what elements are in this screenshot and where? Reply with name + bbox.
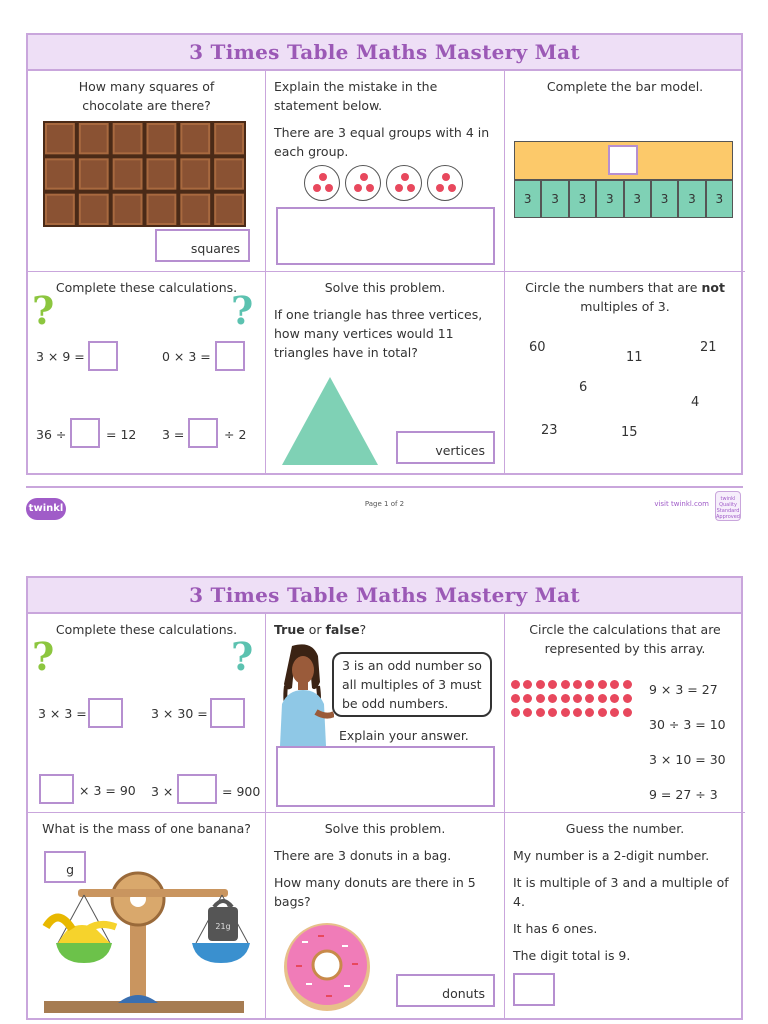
chocolate-square (80, 195, 108, 224)
counter-dot (354, 184, 362, 192)
array-option[interactable]: 9 × 3 = 27 (649, 682, 718, 697)
array-dot (523, 708, 532, 717)
donuts-cell (266, 813, 505, 1018)
triangle-cell (266, 272, 505, 473)
bar-model-question: Complete the bar model. (546, 79, 704, 94)
array-dot (536, 680, 545, 689)
group-counter (304, 165, 340, 201)
array-dot (523, 694, 532, 703)
chocolate-square (181, 195, 209, 224)
calc-3-text: × 3 = 90 (79, 783, 136, 798)
group-counter (345, 165, 381, 201)
twinkl-logo: twinkl (26, 498, 66, 520)
array-dot (585, 708, 594, 717)
chocolate-square (148, 124, 176, 153)
bar-model-part: 3 (624, 180, 651, 218)
array-dot (585, 694, 594, 703)
chocolate-square (114, 195, 142, 224)
bar-model-part: 3 (541, 180, 568, 218)
bar-model-part: 3 (678, 180, 705, 218)
question-mark-icon: ? (32, 634, 55, 679)
bar-model-cell (505, 71, 745, 272)
calc-4-text: 3 = (162, 427, 185, 442)
group-counter (386, 165, 422, 201)
calculations-cell (28, 614, 266, 813)
calc-4-answer-box[interactable] (188, 418, 218, 448)
calc-4-answer-box[interactable] (177, 774, 217, 804)
page-number: Page 1 of 2 (364, 500, 405, 508)
chocolate-square (80, 159, 108, 188)
calc-2-answer-box[interactable] (210, 698, 245, 728)
counter-dot (360, 173, 368, 181)
bar-model-part: 3 (651, 180, 678, 218)
true-false-cell (266, 614, 505, 813)
mastery-mat-page-1 (26, 33, 743, 475)
quality-badge-icon: twinkl Quality Standard Approved (715, 491, 741, 521)
chocolate-square (148, 195, 176, 224)
array-dot (610, 694, 619, 703)
calc-3-answer-box[interactable] (70, 418, 100, 448)
chocolate-square (148, 159, 176, 188)
donuts-question: Solve this problem. (324, 821, 446, 836)
array-dot (561, 680, 570, 689)
true-word: True (274, 622, 305, 637)
array-option[interactable]: 3 × 10 = 30 (649, 752, 726, 767)
squares-unit-label: squares (190, 241, 240, 256)
visit-link[interactable]: visit twinkl.com (654, 500, 709, 508)
bar-model-part: 3 (514, 180, 541, 218)
mat-header (28, 35, 741, 71)
calc-3-result: = 12 (106, 427, 137, 442)
question-mark-icon: ? (32, 288, 55, 333)
donuts-answer-box[interactable] (396, 974, 495, 1007)
chocolate-square (181, 159, 209, 188)
calc-1-text: 3 × 3 = (38, 706, 87, 721)
chocolate-square (80, 124, 108, 153)
grams-unit-label: g (66, 862, 74, 877)
calculations-question: Complete these calculations. (55, 622, 238, 637)
array-dot (598, 680, 607, 689)
chocolate-cell (28, 71, 266, 272)
array-dot (585, 680, 594, 689)
number-item[interactable]: 15 (621, 425, 638, 440)
guess-clue-1: My number is a 2-digit number. (513, 848, 710, 863)
bar-model-parts (514, 180, 733, 218)
bar-model-part: 3 (569, 180, 596, 218)
question-mark: ? (359, 622, 367, 637)
array-dot (623, 708, 632, 717)
true-false-question (274, 620, 366, 639)
array-dot (561, 694, 570, 703)
multiples-question-not: not (701, 280, 725, 295)
chocolate-square (215, 195, 243, 224)
banana-question: What is the mass of one banana? (42, 821, 251, 836)
multiples-cell (505, 272, 745, 473)
calc-1-answer-box[interactable] (88, 698, 123, 728)
guess-clue-2: It is multiple of 3 and a multiple of 4. (513, 875, 729, 909)
array-dot (548, 708, 557, 717)
chocolate-question: How many squares of chocolate are there? (78, 79, 215, 113)
triangle-shape (280, 375, 380, 467)
array-dot (610, 680, 619, 689)
array-option[interactable]: 30 ÷ 3 = 10 (649, 717, 726, 732)
array-dot (548, 694, 557, 703)
array-question: Circle the calculations that are represented by this array. (529, 622, 721, 656)
array-cell (505, 614, 745, 813)
vertices-answer-box[interactable] (396, 431, 495, 464)
mat-title: 3 Times Table Maths Mastery Mat (189, 583, 580, 607)
number-item[interactable]: 11 (626, 350, 643, 365)
mat-header (28, 578, 741, 614)
counter-dot (401, 173, 409, 181)
balance-scale-image (38, 867, 258, 1015)
chocolate-square (114, 159, 142, 188)
bar-model-part: 3 (706, 180, 733, 218)
counters-group (304, 165, 466, 203)
chocolate-square (114, 124, 142, 153)
array-dot (623, 694, 632, 703)
array-dot (523, 680, 532, 689)
mistake-cell (266, 71, 505, 272)
chocolate-square (46, 124, 74, 153)
question-mark-icon: ? (231, 288, 254, 333)
guess-answer-box[interactable] (513, 973, 555, 1006)
multiples-question (505, 278, 745, 316)
array-dot (573, 680, 582, 689)
calc-2-answer-box[interactable] (215, 341, 245, 371)
chocolate-square (46, 159, 74, 188)
false-word: false (325, 622, 360, 637)
calc-4-result: = 900 (222, 784, 261, 799)
chocolate-answer-box[interactable] (155, 229, 250, 262)
number-item[interactable]: 4 (691, 395, 700, 410)
calc-3-text: 36 ÷ (36, 427, 67, 442)
explain-answer-box[interactable] (276, 746, 495, 807)
counter-dot (407, 184, 415, 192)
mistake-question: Explain the mistake in the statement below. (274, 79, 438, 113)
donuts-line-1: There are 3 donuts in a bag. (274, 848, 452, 863)
mistake-answer-box[interactable] (276, 207, 495, 265)
chocolate-square (46, 195, 74, 224)
svg-text:21g: 21g (215, 922, 231, 931)
array-dot (511, 694, 520, 703)
activity-grid (28, 614, 741, 1018)
chocolate-square (181, 124, 209, 153)
calculations-question: Complete these calculations. (55, 280, 238, 295)
speech-bubble: 3 is an odd number so all multiples of 3 must be odd numbers. (332, 652, 492, 717)
array-dot (610, 708, 619, 717)
array-dot (548, 680, 557, 689)
guess-clue-4: The digit total is 9. (513, 948, 631, 963)
chocolate-square (215, 159, 243, 188)
bar-model-whole (514, 141, 733, 180)
group-counter (427, 165, 463, 201)
triangle-problem-text: If one triangle has three vertices, how many vertices would 11 triangles have in total? (274, 307, 483, 360)
number-item[interactable]: 6 (579, 380, 588, 395)
page-footer (26, 486, 743, 526)
array-dot (536, 694, 545, 703)
donut-image (282, 921, 372, 1013)
counter-dot (366, 184, 374, 192)
array-dot (511, 680, 520, 689)
calc-4-divisor: ÷ 2 (224, 427, 247, 442)
donuts-line-2: How many donuts are there in 5 bags? (274, 875, 476, 909)
counter-dot (436, 184, 444, 192)
question-mark-icon: ? (231, 634, 254, 679)
banana-cell (28, 813, 266, 1018)
array-dot (598, 694, 607, 703)
mastery-mat-page-2 (26, 576, 743, 1020)
guess-cell (505, 813, 745, 1018)
multiples-question-b: multiples of 3. (580, 299, 670, 314)
number-item[interactable]: 21 (700, 340, 717, 355)
bar-model-answer-box[interactable] (608, 145, 638, 175)
bar-model-part: 3 (596, 180, 623, 218)
array-dot (598, 708, 607, 717)
triangle-question: Solve this problem. (324, 280, 446, 295)
multiples-question-a: Circle the numbers that are (525, 280, 698, 295)
counter-dot (319, 173, 327, 181)
array-dot (573, 708, 582, 717)
chocolate-square (215, 124, 243, 153)
mat-title: 3 Times Table Maths Mastery Mat (189, 40, 580, 64)
calc-2-text: 3 × 30 = (151, 706, 208, 721)
array-option[interactable]: 9 = 27 ÷ 3 (649, 787, 718, 802)
vertices-unit-label: vertices (435, 443, 485, 458)
calc-1-answer-box[interactable] (88, 341, 118, 371)
donuts-unit-label: donuts (442, 986, 485, 1001)
or-word: or (308, 622, 322, 637)
counter-dot (325, 184, 333, 192)
calc-2-text: 0 × 3 = (162, 349, 211, 364)
number-item[interactable]: 60 (529, 340, 546, 355)
calculations-cell (28, 272, 266, 473)
dot-array (511, 680, 635, 720)
array-dot (511, 708, 520, 717)
mistake-statement: There are 3 equal groups with 4 in each group. (274, 125, 490, 159)
activity-grid (28, 71, 741, 473)
chocolate-bar-image (43, 121, 246, 227)
number-item[interactable]: 23 (541, 423, 558, 438)
array-dot (561, 708, 570, 717)
array-dot (573, 694, 582, 703)
explain-instruction: Explain your answer. (339, 728, 469, 743)
guess-clue-3: It has 6 ones. (513, 921, 598, 936)
array-dot (623, 680, 632, 689)
calc-3-answer-box[interactable] (39, 774, 74, 804)
counter-dot (395, 184, 403, 192)
guess-question: Guess the number. (565, 821, 685, 836)
counter-dot (442, 173, 450, 181)
calc-1-text: 3 × 9 = (36, 349, 85, 364)
girl-character-image (272, 642, 334, 746)
array-dot (536, 708, 545, 717)
counter-dot (313, 184, 321, 192)
calc-4-text: 3 × (151, 784, 174, 799)
counter-dot (448, 184, 456, 192)
